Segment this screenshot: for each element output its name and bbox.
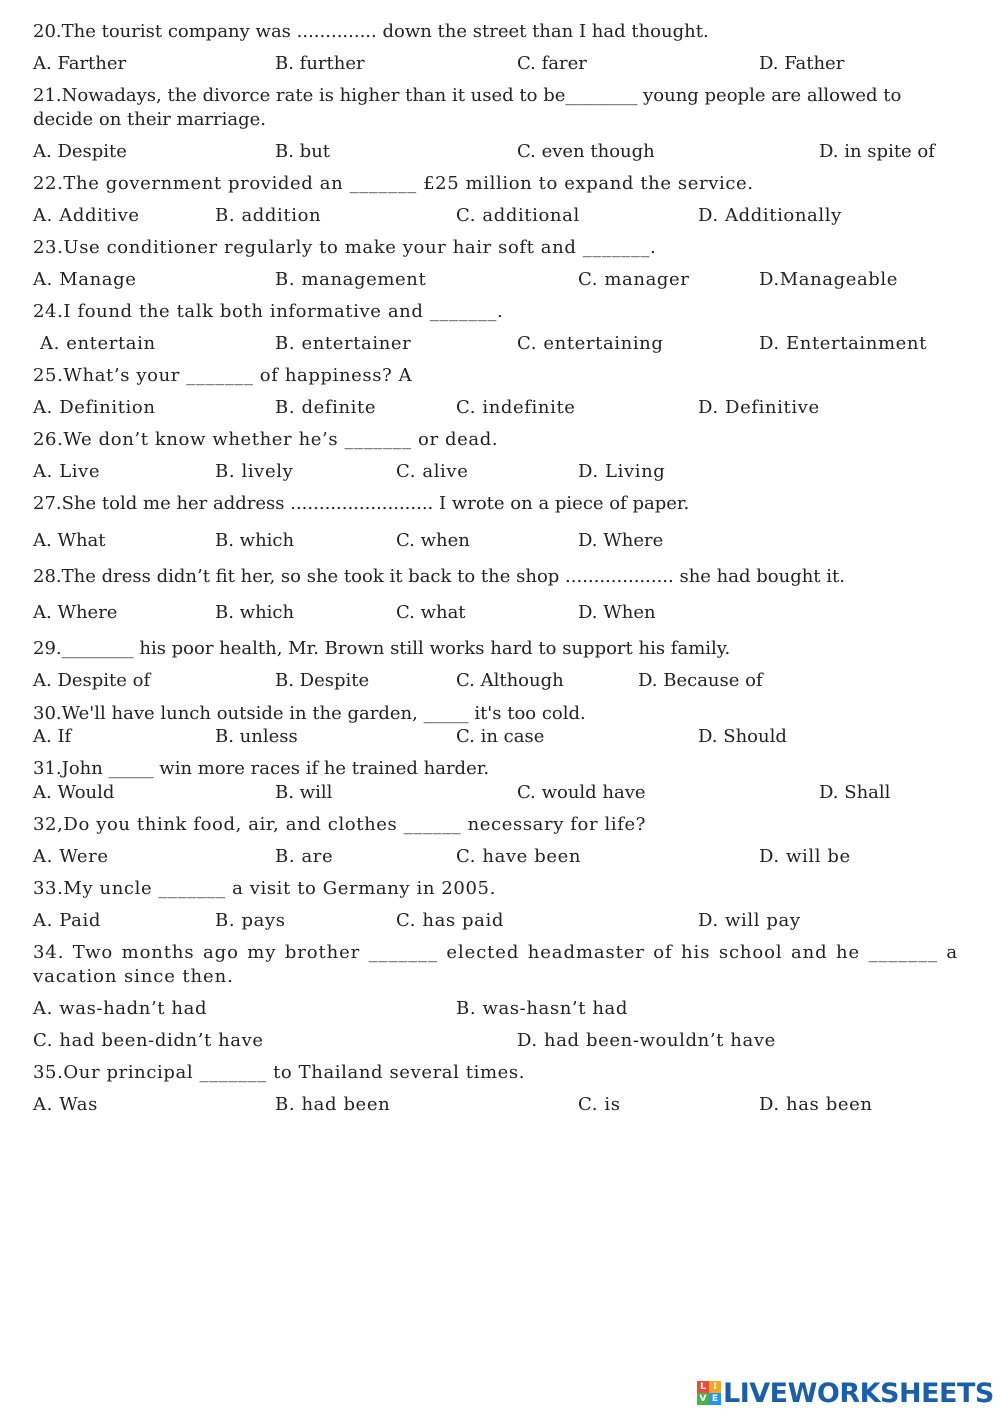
option-c[interactable]: C. additional [456,205,580,226]
options-31 [0,781,1000,805]
option-a[interactable]: A. Paid [33,910,101,931]
option-a[interactable]: A. Despite [33,141,127,162]
question-26: 26.We don’t know whether he’s _______ or dead. [33,429,499,450]
option-c[interactable]: C. would have [517,782,646,803]
question-27: 27.She told me her address ......................... I wrote on a piece of paper. [33,493,690,514]
option-b[interactable]: B. are [275,846,334,867]
options-26 [0,460,1000,484]
option-d[interactable]: D. Where [578,530,664,551]
option-b[interactable]: B. which [215,602,295,623]
option-a[interactable]: A. Manage [33,269,137,290]
option-d[interactable]: D. Definitive [698,397,820,418]
option-a[interactable]: A. Additive [33,205,140,226]
option-d[interactable]: D. has been [759,1094,873,1115]
question-28: 28.The dress didn’t fit her, so she took it back to the shop ................... she had bought it. [33,566,845,587]
option-c[interactable]: C. what [396,602,466,623]
options-29 [0,669,1000,693]
logo-mark-cell: L [697,1381,709,1393]
options-32 [0,845,1000,869]
option-d[interactable]: D. Father [759,53,845,74]
question-24: 24.I found the talk both informative and _______. [33,301,504,322]
option-a[interactable]: A. Would [33,782,115,803]
option-a[interactable]: A. Was [33,1094,98,1115]
options-20 [0,52,1000,76]
option-a[interactable]: A. Farther [33,53,127,74]
question-34: 34. Two months ago my brother _______ elected headmaster of his school and he _______ a vacation since then. [33,942,965,987]
option-d[interactable]: D. Entertainment [759,333,927,354]
option-a[interactable]: A. Where [33,602,118,623]
options-25 [0,396,1000,420]
question-35: 35.Our principal _______ to Thailand several times. [33,1062,526,1083]
option-d[interactable]: D. had been-wouldn’t have [517,1030,776,1051]
option-c[interactable]: C. manager [578,269,690,290]
option-b[interactable]: B. which [215,530,295,551]
option-a[interactable]: A. Were [33,846,109,867]
option-b[interactable]: B. lively [215,461,294,482]
option-a[interactable]: A. If [33,726,72,747]
options-34-row-1 [0,997,1000,1021]
option-b[interactable]: B. was-hasn’t had [456,998,629,1019]
question-32: 32,Do you think food, air, and clothes ______ necessary for life? [33,814,646,835]
option-a[interactable]: A. was-hadn’t had [33,998,208,1019]
option-b[interactable]: B. but [275,141,331,162]
option-b[interactable]: B. had been [275,1094,391,1115]
logo-mark-cell: E [709,1393,721,1405]
option-a[interactable]: A. entertain [40,333,156,354]
option-c[interactable]: C. in case [456,726,545,747]
question-30: 30.We'll have lunch outside in the garden, _____ it's too cold. [33,703,586,724]
options-22 [0,204,1000,228]
option-d[interactable]: D. When [578,602,656,623]
logo-text: LIVEWORKSHEETS [723,1377,994,1409]
option-d[interactable]: D. will be [759,846,851,867]
option-a[interactable]: A. Live [33,461,101,482]
logo-mark-cell: I [709,1381,721,1393]
question-23: 23.Use conditioner regularly to make your hair soft and _______. [33,237,657,258]
option-b[interactable]: B. Despite [275,670,370,691]
option-c[interactable]: C. Although [456,670,564,691]
options-34-row-2 [0,1029,1000,1053]
option-c[interactable]: C. is [578,1094,621,1115]
question-21: 21.Nowadays, the divorce rate is higher than it used to be________ young people are allowed to decide on their marriage. [33,85,908,130]
option-d[interactable]: D. Because of [638,670,763,691]
option-c[interactable]: C. entertaining [517,333,664,354]
option-b[interactable]: B. further [275,53,365,74]
question-33: 33.My uncle _______ a visit to Germany in 2005. [33,878,496,899]
logo-mark-cell: V [697,1393,709,1405]
option-d[interactable]: D. Shall [819,782,891,803]
option-b[interactable]: B. definite [275,397,377,418]
question-31: 31.John _____ win more races if he trained harder. [33,758,490,779]
option-c[interactable]: C. when [396,530,470,551]
options-23 [0,268,1000,292]
option-c[interactable]: C. have been [456,846,582,867]
option-d[interactable]: D. Additionally [698,205,842,226]
option-b[interactable]: B. will [275,782,333,803]
options-30 [0,725,1000,749]
option-b[interactable]: B. management [275,269,427,290]
options-28 [0,601,1000,625]
option-b[interactable]: B. entertainer [275,333,412,354]
option-b[interactable]: B. addition [215,205,322,226]
option-d[interactable]: D.Manageable [759,269,899,290]
options-33 [0,909,1000,933]
question-22: 22.The government provided an _______ £25 million to expand the service. [33,173,754,194]
question-25: 25.What’s your _______ of happiness? A [33,365,413,386]
option-b[interactable]: B. unless [215,726,298,747]
option-b[interactable]: B. pays [215,910,286,931]
logo-mark-icon [697,1381,721,1405]
liveworksheets-logo [697,1378,994,1408]
options-35 [0,1093,1000,1117]
option-d[interactable]: D. in spite of [819,141,935,162]
question-29: 29.________ his poor health, Mr. Brown still works hard to support his family. [33,638,731,659]
option-d[interactable]: D. will pay [698,910,801,931]
options-21 [0,140,1000,164]
options-24 [0,332,1000,356]
option-c[interactable]: C. had been-didn’t have [33,1030,264,1051]
options-27 [0,529,1000,553]
option-c[interactable]: C. has paid [396,910,504,931]
option-c[interactable]: C. even though [517,141,655,162]
option-c[interactable]: C. farer [517,53,587,74]
option-a[interactable]: A. Definition [33,397,156,418]
option-c[interactable]: C. alive [396,461,469,482]
option-d[interactable]: D. Living [578,461,666,482]
option-a[interactable]: A. What [33,530,106,551]
option-c[interactable]: C. indefinite [456,397,576,418]
option-a[interactable]: A. Despite of [33,670,151,691]
question-20: 20.The tourist company was .............. down the street than I had thought. [33,21,709,42]
option-d[interactable]: D. Should [698,726,787,747]
